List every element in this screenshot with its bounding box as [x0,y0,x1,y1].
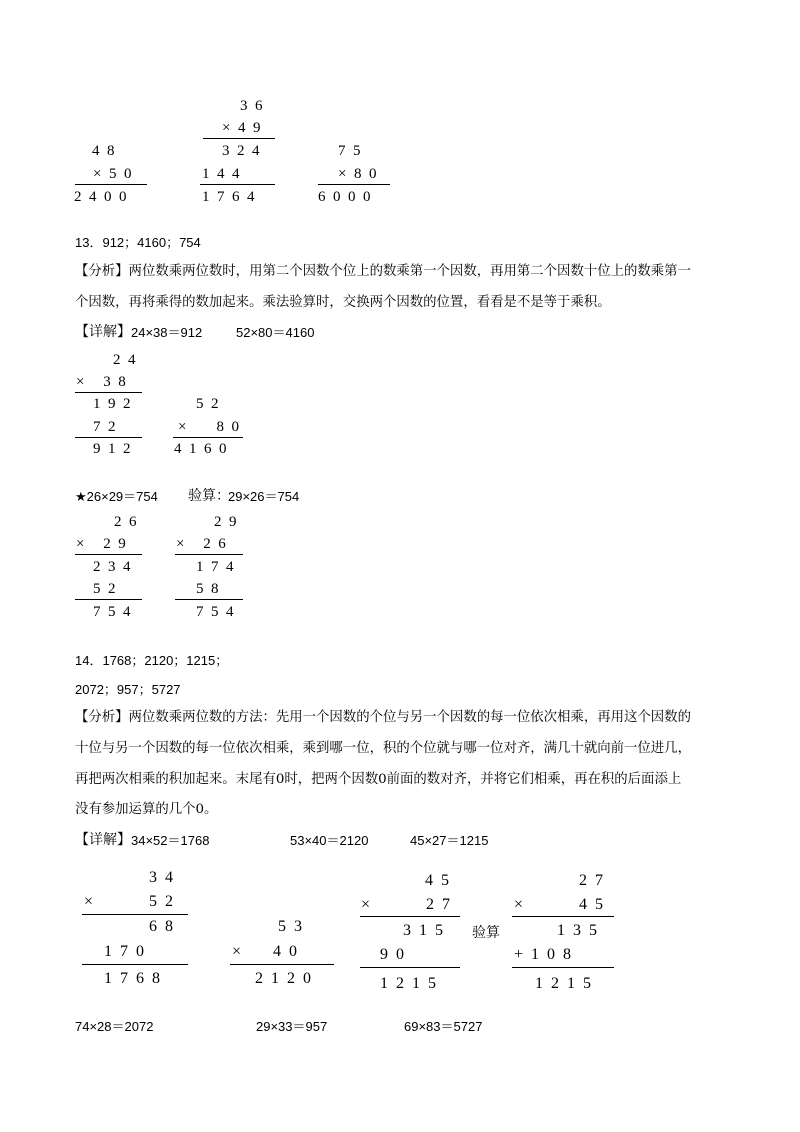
q14-equation-3: 45×27＝1215 [410,833,489,848]
calc-row: 2 4 0 0 [74,189,127,205]
calc-row: 2 4 [113,352,136,368]
calc-line [512,916,614,917]
q14-answer-line2: 2072；957；5727 [75,682,181,697]
calc-row: 5 8 [196,581,219,597]
q14-equation-4: 74×28＝2072 [75,1019,154,1034]
calc-row: 2 7 [579,872,603,889]
calc-line [75,437,142,438]
calc-row: 7 2 [93,419,116,435]
calc-row: 3 4 [149,869,173,886]
q14-detail-label: 【详解】 [75,832,131,848]
calc-row: 1 2 1 5 [535,975,591,992]
calc-row: 2 9 [214,514,237,530]
q13-analysis-line2: 个因数，再将乘得的数加起来。乘法验算时，交换两个因数的位置，看看是不是等于乘积。 [75,295,611,310]
calc-line [318,184,390,185]
calc-row: × 3 8 [76,374,126,390]
calc-row: 1 7 6 8 [104,970,160,987]
q14-analysis-line4: 没有参加运算的几个0。 [75,802,218,817]
calc-row: × 5 2 [84,893,174,910]
calc-line [75,554,142,555]
calc-row: 9 0 [380,946,404,963]
calc-line [82,914,188,915]
calc-line [75,184,147,185]
calc-row: × 8 0 [178,419,239,435]
q13-answer: 13．912；4160；754 [75,235,201,250]
calc-row: 2 6 [114,514,137,530]
calc-row: 3 1 5 [403,922,443,939]
calc-row: × 4 9 [222,120,261,136]
calc-row: 4 5 [425,872,449,889]
calc-row: × 8 0 [338,166,377,182]
calc-row: × 2 6 [176,536,226,552]
calc-row: 2 1 2 0 [255,970,311,987]
calc-row: 3 2 4 [222,143,260,159]
calc-row: × 4 0 [232,943,298,960]
calc-row: 7 5 [338,143,361,159]
star-equation: ★26×29＝754 [75,489,158,504]
calc-line [175,599,243,600]
calc-row: 1 7 6 4 [202,189,255,205]
calc-row: 4 8 [92,143,115,159]
q14-equation-6: 69×83＝5727 [404,1019,483,1034]
q14-analysis-line3: 再把两次相乘的积加起来。末尾有0时，把两个因数0前面的数对齐，并将它们相乘，再在积的后面添上 [75,772,682,787]
q14-analysis-line1: 【分析】两位数乘两位数的方法：先用一个因数的个位与另一个因数的每一位依次相乘，再用这个因数的 [75,710,691,725]
calc-row: 1 4 4 [202,166,240,182]
calc-row: + 1 0 8 [514,946,572,963]
calc-row: 4 1 6 0 [174,441,227,457]
calc-line [200,184,275,185]
q14-equation-1: 34×52＝1768 [131,833,210,848]
q14-answer-line1: 14．1768；2120；1215； [75,653,229,668]
calc-line [360,967,460,968]
calc-row: 6 8 [149,918,173,935]
calc-line [230,964,334,965]
calc-row: × 4 5 [514,896,604,913]
calc-row: 3 6 [240,98,263,114]
calc-row: 1 2 1 5 [380,975,436,992]
calc-row: × 2 9 [76,536,126,552]
calc-line [203,138,275,139]
q14-equation-5: 29×33＝957 [256,1019,328,1034]
calc-row: 1 7 0 [104,943,144,960]
calc-row: 1 9 2 [93,396,131,412]
calc-row: × 5 0 [93,166,132,182]
calc-line [512,967,614,968]
calc-row: 5 3 [278,918,302,935]
calc-row: 5 2 [93,581,116,597]
calc-row: 5 2 [196,396,219,412]
calc-row: 6 0 0 0 [318,189,371,205]
q14-equation-2: 53×40＝2120 [290,833,369,848]
calc-row: 1 3 5 [557,922,597,939]
q13-analysis-line1: 【分析】两位数乘两位数时，用第二个因数个位上的数乘第一个因数，再用第二个因数十位上的数乘第一 [75,264,691,279]
calc-line [173,437,243,438]
calc-line [360,916,460,917]
verify-label: 验算： [188,488,230,504]
verify-equation: 29×26＝754 [228,489,300,504]
calc-line [75,392,142,393]
calc-row: 9 1 2 [93,441,131,457]
calc-row: 7 5 4 [196,604,234,620]
q13-equation-1: 24×38＝912 [131,325,203,340]
q14-analysis-line2: 十位与另一个因数的每一位依次相乘，乘到哪一位，积的个位就与哪一位对齐，满几十就向前一位进几， [75,741,691,756]
q13-equation-2: 52×80＝4160 [236,325,315,340]
q14-verify-label: 验算 [472,925,500,941]
q13-detail-label: 【详解】 [75,324,131,340]
calc-row: 2 3 4 [93,559,131,575]
calc-line [75,599,142,600]
calc-row: 1 7 4 [196,559,234,575]
calc-row: 7 5 4 [93,604,131,620]
calc-line [82,964,188,965]
calc-line [175,554,243,555]
calc-row: × 2 7 [361,896,451,913]
